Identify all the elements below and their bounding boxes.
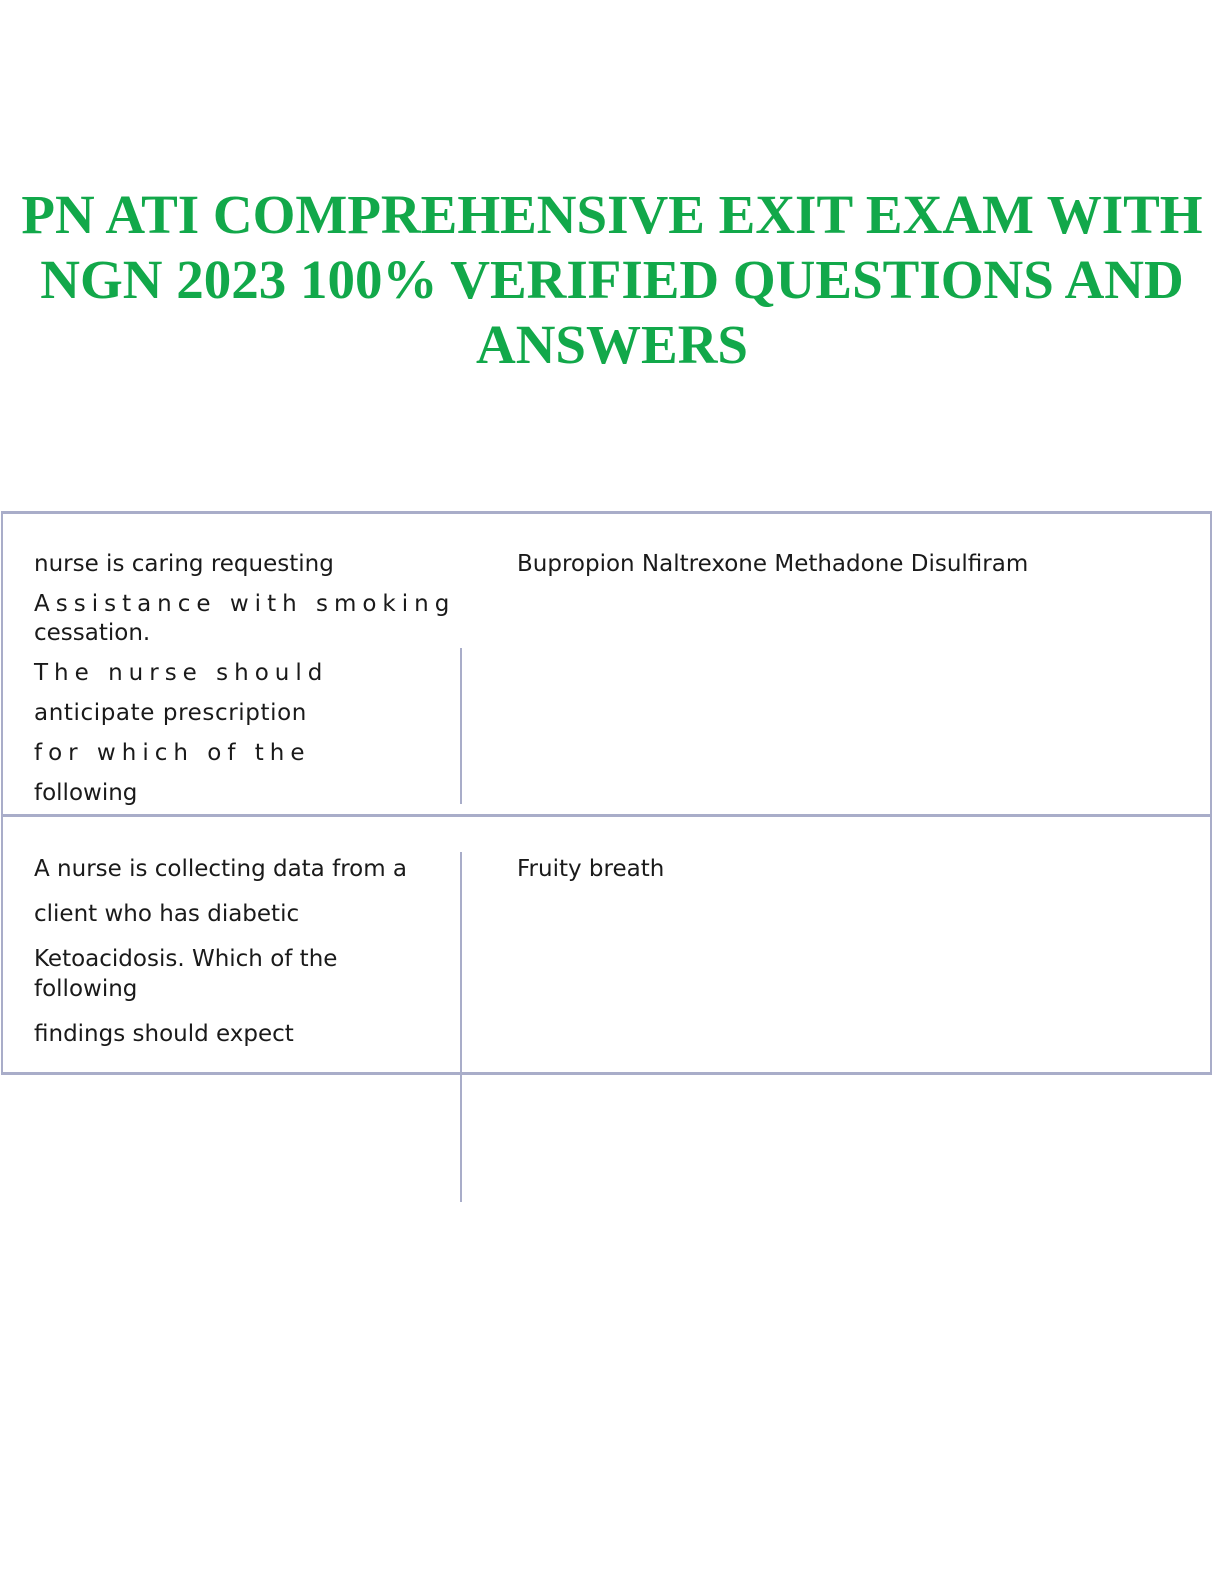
table-top-border [1, 511, 1212, 514]
column-divider [460, 648, 462, 804]
question-line: cessation. [34, 620, 151, 646]
question-line: for which of the [34, 740, 311, 766]
question-line: Assistance with smoking [34, 591, 456, 617]
answer-text: Fruity breath [517, 856, 665, 882]
answer-text: Bupropion Naltrexone Methadone Disulfiram [517, 551, 1029, 577]
question-line: client who has diabetic [34, 901, 300, 927]
document-title [0, 182, 1224, 377]
question-line: Ketoacidosis. Which of the [34, 946, 338, 972]
table-bottom-border [1, 1072, 1212, 1075]
question-line: following [34, 976, 138, 1002]
title-line-1: PN ATI COMPREHENSIVE EXIT EXAM WITH [21, 184, 1203, 245]
column-divider [460, 1075, 462, 1202]
question-line: A nurse is collecting data from a [34, 856, 408, 882]
question-line: anticipate prescription [34, 700, 307, 726]
table-right-border [1210, 511, 1212, 1075]
question-line: The nurse should [34, 660, 329, 686]
title-line-3: ANSWERS [475, 314, 749, 375]
table-left-border [1, 511, 3, 1075]
row-divider [1, 814, 1212, 817]
question-line: nurse is caring requesting [34, 551, 334, 577]
question-line: following [34, 780, 138, 806]
question-line: findings should expect [34, 1021, 294, 1047]
title-line-2: NGN 2023 100% VERIFIED QUESTIONS AND [40, 249, 1184, 310]
column-divider [460, 852, 462, 1072]
